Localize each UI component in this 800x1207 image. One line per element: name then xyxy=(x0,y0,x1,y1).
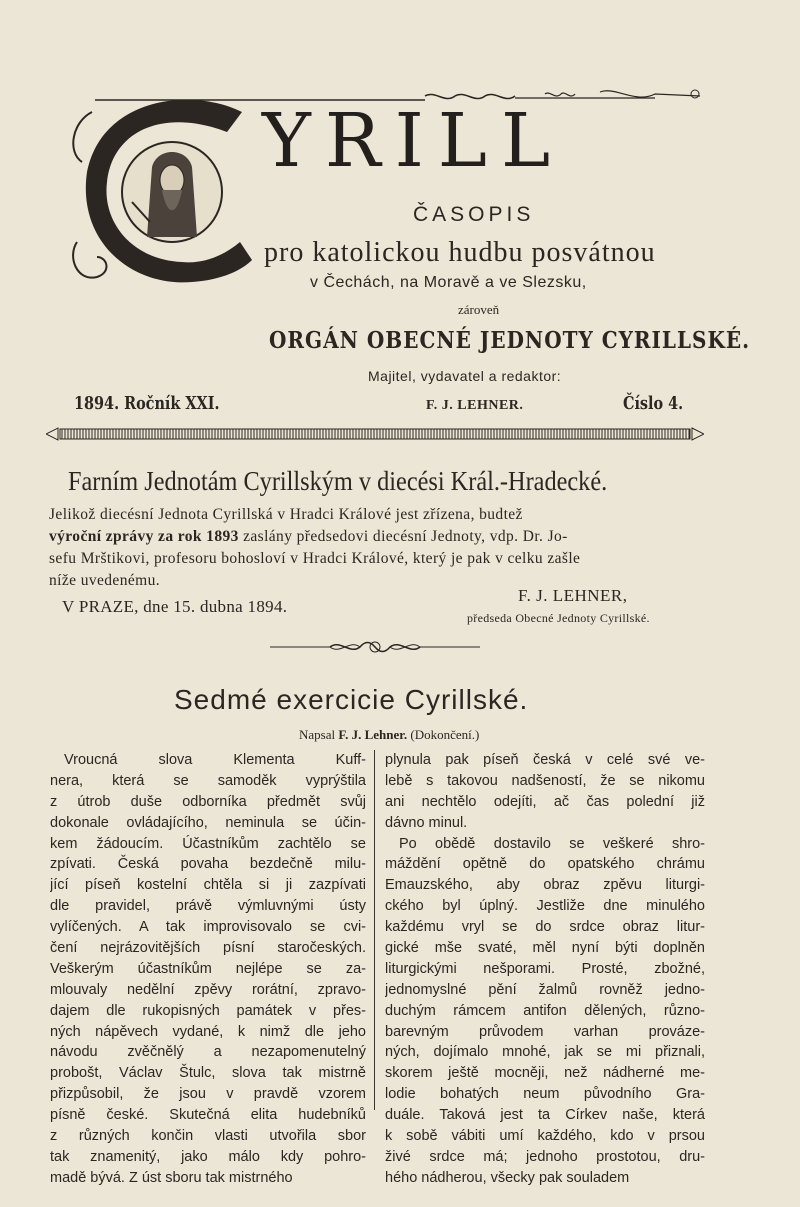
article-line: duchým rámcem antifon dělených, různo- xyxy=(385,1002,705,1019)
article-line: dajem dle rukopisných památek v přes- xyxy=(50,1002,366,1019)
article-line: Veškerým účastníkům nejlépe se za- xyxy=(50,960,366,977)
article-column-left xyxy=(50,750,366,1189)
masthead-organ: ORGÁN OBECNÉ JEDNOTY CYRILLSKÉ. xyxy=(269,326,751,354)
article-line: přizpůsobil, že jsou v pravdě vzorem xyxy=(50,1086,366,1103)
article-line: tak znamenitý, jako málo kdy pohro- xyxy=(50,1148,366,1165)
byline-author: F. J. Lehner. xyxy=(338,727,408,742)
article-line: jící píseň kostelní chtěla si ji zazpívati xyxy=(50,877,366,894)
ornamental-divider-icon xyxy=(270,635,480,659)
article-line: z útrob duše odborníka předmět svůj xyxy=(50,793,366,810)
article-line: ani nechtělo odejíti, ač čas polední již xyxy=(385,793,705,810)
article-line: skorem ještě mocněji, než nádherné me- xyxy=(385,1065,705,1082)
article-line: madě bývá. Z úst sboru tak mistrného xyxy=(50,1169,293,1186)
article-line: lebě s takovou nadšeností, že se nikomu xyxy=(385,772,705,789)
article-line: lodie bohatých neum původního Gra- xyxy=(385,1086,705,1103)
article-line: zpívati. Česká povaha bezdečně milu- xyxy=(50,856,366,873)
article-line: kem žádoucím. Účastníkům zachtělo se xyxy=(50,835,366,852)
article-line: ckého byl úplný. Jestliže dne minulého xyxy=(385,898,705,915)
article-line: z různých končin vlasti utvořila sbor xyxy=(50,1128,366,1145)
article-byline xyxy=(299,727,479,743)
notice-signature: F. J. LEHNER, xyxy=(518,586,628,605)
masthead-editor: F. J. LEHNER. xyxy=(426,398,524,413)
article-line: ných nápěvech vydané, k nimž dle jeho xyxy=(50,1023,366,1040)
masthead-regions: v Čechách, na Moravě a ve Slezsku, xyxy=(310,274,587,291)
article-line: ných, dojímalo mnohé, jak se mi přiznali, xyxy=(385,1044,705,1061)
article-line: živé srdce má; jednoho prostotou, dru- xyxy=(385,1148,705,1165)
notice-line: zaslány předsedovi diecésní Jednoty, vdp. Dr. Jo- xyxy=(243,528,568,545)
article-line: dávno minul. xyxy=(385,814,468,831)
column-separator xyxy=(374,750,375,1110)
masthead-owner-label: Majitel, vydavatel a redaktor: xyxy=(368,368,562,384)
decorative-initial-c-icon xyxy=(72,92,262,292)
byline-suffix: (Dokončení.) xyxy=(410,727,480,742)
notice-place-date: V PRAZE, dne 15. dubna 1894. xyxy=(62,597,288,616)
article-line: každému vryl se do srdce obraz litur- xyxy=(385,919,705,936)
masthead-issue-number: Číslo 4. xyxy=(623,393,684,414)
article-line: jednomyslné pění žalmů rovněž jedno- xyxy=(385,981,705,998)
article-line: duále. Taková jest ta Církev naše, která xyxy=(385,1107,705,1124)
article-line: vylíčených. A tak improvisovalo se cvi- xyxy=(50,919,366,936)
notice-bold-phrase: výroční zprávy za rok 1893 xyxy=(49,528,239,545)
article-line: probošt, Václav Štulc, slova tak mistrně xyxy=(50,1065,366,1082)
article-line: barevným průvodem varhan provázе- xyxy=(385,1023,705,1040)
masthead-subtitle: pro katolickou hudbu posvátnou xyxy=(264,237,656,268)
article-line: Emauzského, aby obraz zpěvu liturgi- xyxy=(385,877,705,894)
article-line: gické mše svaté, měl nyní býti doplněn xyxy=(385,940,705,957)
article-line: návodu zvěčnělý a nezapomenutelný xyxy=(50,1044,366,1061)
article-line: dle pravidel, právě výmluvnými ústy xyxy=(50,898,366,915)
notice-body xyxy=(49,504,705,592)
byline-prefix: Napsal xyxy=(299,727,336,742)
article-line: mlouvaly nedělní zpěvy rorátní, zpravo- xyxy=(50,981,366,998)
article-line: dokonale ovládajícího, neminula se účin- xyxy=(50,814,366,831)
notice-line: níže uvedenému. xyxy=(49,572,161,589)
article-line: Po obědě dostavilo se veškeré shro- xyxy=(399,835,705,852)
article-line: k sobě vábiti umí každého, kdo v prsou xyxy=(385,1128,705,1145)
notice-signatory-role: předseda Obecné Jednoty Cyrillské. xyxy=(467,611,650,625)
article-line: Vroucná slova Klementa Kuff- xyxy=(64,752,366,768)
article-line: liturgickými nešporami. Prosté, zbožné, xyxy=(385,960,705,977)
article-line: písně české. Skutečná elita hudebníků xyxy=(50,1107,366,1124)
masthead-zaroven: zároveň xyxy=(458,302,500,317)
masthead-casopis: ČASOPIS xyxy=(413,203,535,226)
notice-line: Jelikož diecésní Jednota Cyrillská v Hradci Králové jest zřízena, budtež xyxy=(49,506,523,523)
masthead-title: YRILL xyxy=(262,98,565,184)
notice-title: Farním Jednotám Cyrillským v diecési Král.-Hradecké. xyxy=(68,466,608,496)
notice-line: sefu Mrštikovi, profesoru bohosloví v Hradci Králové, který je pak v celku zašle xyxy=(49,550,581,567)
masthead-year-volume: 1894. Ročník XXI. xyxy=(74,393,220,414)
article-line: máždění opětně do opatského chrámu xyxy=(385,856,705,873)
article-line: čení nejrázovitějších písní staročeských. xyxy=(50,940,366,957)
article-line: nera, která se samoděk vyprýštila xyxy=(50,772,366,789)
hatched-rule xyxy=(46,427,704,441)
article-line: hého nádherou, všecky pak souladem xyxy=(385,1169,630,1186)
article-title: Sedmé exercicie Cyrillské. xyxy=(174,684,529,715)
article-line: plynula pak píseň česká v celé své ve- xyxy=(385,752,705,768)
article-column-right xyxy=(385,750,705,1189)
